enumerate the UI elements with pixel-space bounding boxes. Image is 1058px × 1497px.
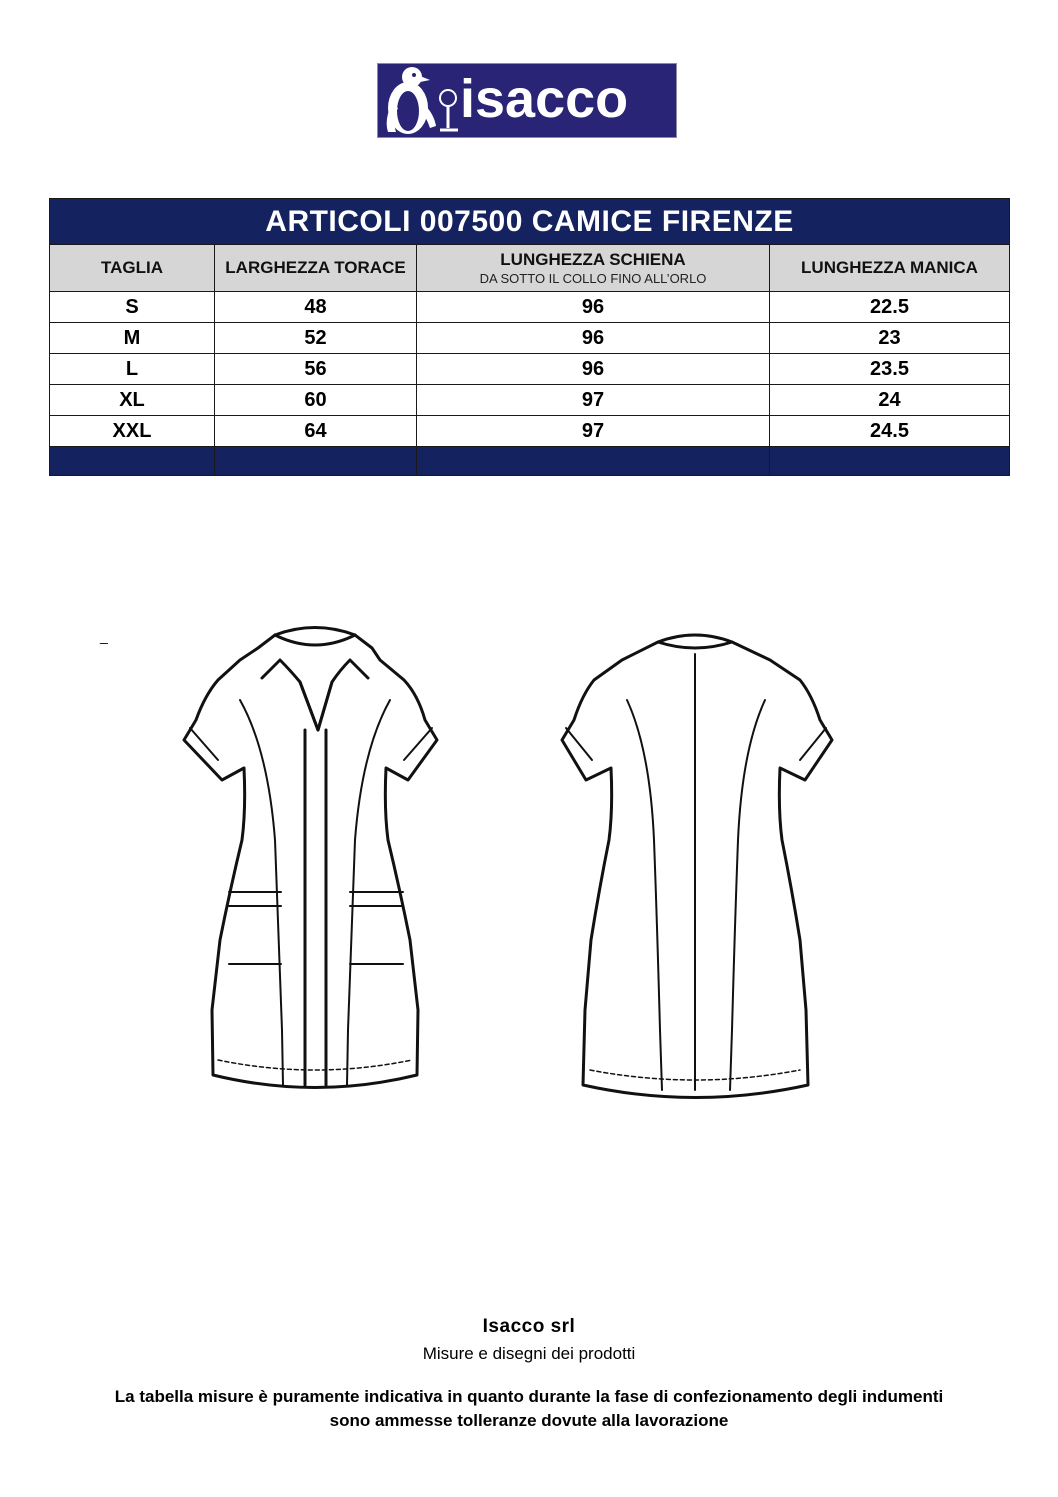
cell-back: 96: [417, 292, 770, 323]
cell-sleeve: 23.5: [770, 354, 1010, 385]
cell-chest: 52: [215, 323, 417, 354]
header-chest: LARGHEZZA TORACE: [215, 245, 417, 292]
cell-chest: 64: [215, 416, 417, 447]
table-row: [50, 323, 1010, 354]
cell-chest: 48: [215, 292, 417, 323]
table-row: [50, 354, 1010, 385]
company-name: Isacco srl: [482, 1316, 576, 1337]
garment-drawings: [0, 620, 1058, 1140]
stray-mark: _: [100, 628, 108, 644]
cell-sleeve: 23: [770, 323, 1010, 354]
table-row: [50, 385, 1010, 416]
disclaimer: [60, 1385, 998, 1433]
cell-sleeve: 24.5: [770, 416, 1010, 447]
garment-front-drawing: [184, 628, 437, 1088]
table-row: [50, 416, 1010, 447]
size-table: [49, 198, 1010, 476]
header-sleeve: LUNGHEZZA MANICA: [770, 245, 1010, 292]
cell-sleeve: 24: [770, 385, 1010, 416]
cell-back: 96: [417, 323, 770, 354]
garment-back-drawing: [562, 635, 832, 1098]
header-back-label: LUNGHEZZA SCHIENA: [500, 250, 686, 269]
cell-size: XL: [50, 385, 215, 416]
table-footer-band: [50, 447, 1010, 476]
cell-back: 97: [417, 385, 770, 416]
footer-subtitle: Misure e disegni dei prodotti: [422, 1344, 636, 1363]
table-title: ARTICOLI 007500 CAMICE FIRENZE: [50, 199, 1010, 245]
header-size: TAGLIA: [50, 245, 215, 292]
cell-size: M: [50, 323, 215, 354]
isacco-logo: [377, 63, 677, 138]
disclaimer-line-1: La tabella misure è puramente indicativa in quanto durante la fase di confezionamento degli indumenti: [114, 1387, 944, 1406]
cell-chest: 60: [215, 385, 417, 416]
cell-sleeve: 22.5: [770, 292, 1010, 323]
cell-back: 97: [417, 416, 770, 447]
cell-back: 96: [417, 354, 770, 385]
cell-size: S: [50, 292, 215, 323]
cell-size: XXL: [50, 416, 215, 447]
disclaimer-line-2: sono ammesse tolleranze dovute alla lavorazione: [329, 1411, 729, 1430]
header-back: [417, 245, 770, 292]
table-row: [50, 292, 1010, 323]
cell-chest: 56: [215, 354, 417, 385]
logo-wordmark: isacco: [460, 69, 629, 129]
header-back-sublabel: DA SOTTO IL COLLO FINO ALL’ORLO: [479, 271, 707, 286]
cell-size: L: [50, 354, 215, 385]
